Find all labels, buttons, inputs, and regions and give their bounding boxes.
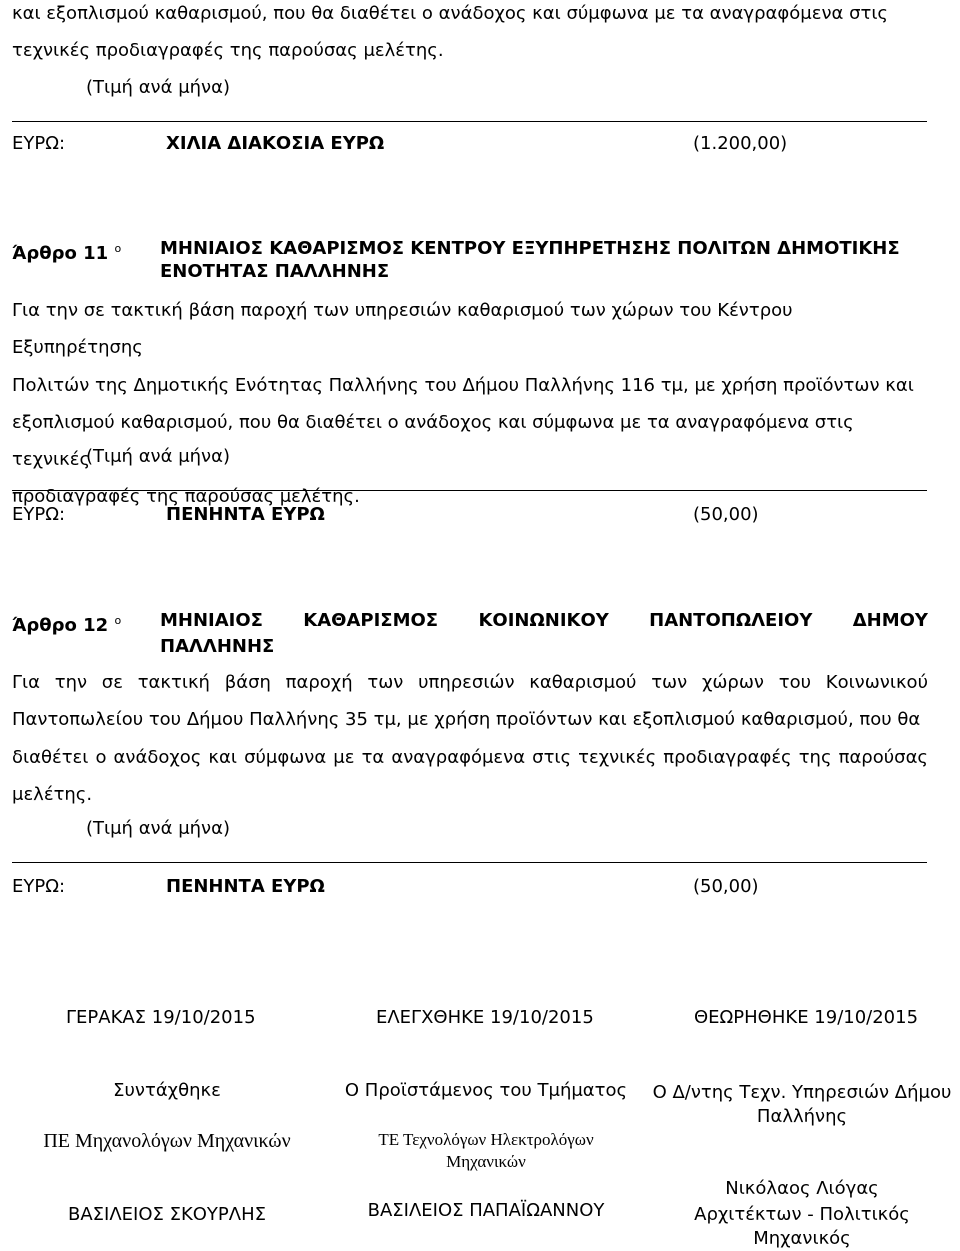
signature-2-name: ΒΑΣΙΛΕΙΟΣ ΠΑΠΑΪΩΑΝΝΟΥ [367,1200,605,1221]
signature-3-name: Νικόλαος Λιόγας [725,1178,879,1199]
signature-1-name: ΒΑΣΙΛΕΙΟΣ ΣΚΟΥΡΛΗΣ [67,1204,267,1225]
date-drafted: ΓΕΡΑΚΑΣ 19/10/2015 [66,1007,256,1028]
article-11-body-line: εξοπλισμού καθαρισμού, που θα διαθέτει ο ανάδοχος και σύμφωνα με τα αναγραφόμενα στις τεχνικές [12,411,854,471]
article-11-body-line: Για την σε τακτική βάση παροχή των υπηρεσιών καθαρισμού των χώρων του Κέντρου Εξυπηρέτησης [12,300,793,359]
article-11-price-note: (Τιμή ανά μήνα) [86,446,230,467]
article-12-title-word: ΜΗΝΙΑΙΟΣ [160,610,263,631]
intro-price-words: ΧΙΛΙΑ ΔΙΑΚΟΣΙΑ ΕΥΡΩ [166,133,385,154]
article-12-price-number: (50,00) [693,876,759,897]
article-12-number: Άρθρο 12 $^o$ [12,614,122,636]
article-12-title-word: ΠΑΝΤΟΠΩΛΕΙΟΥ [649,610,813,631]
article-11-price-number: (50,00) [693,504,759,525]
article-12-title-word: ΚΟΙΝΩΝΙΚΟΥ [478,610,609,631]
article-12-price-label: ΕΥΡΩ: [12,876,66,897]
article-12-body-line: Παντοπωλείου του Δήμου Παλλήνης 35 τμ, με χρήση προϊόντων και εξοπλισμού καθαρισμού, που θα [12,709,921,731]
article-12-title-word: ΚΑΘΑΡΙΣΜΟΣ [303,610,439,631]
article-11-title-line-2: ΕΝΟΤΗΤΑΣ ΠΑΛΛΗΝΗΣ [160,261,390,282]
article-11-body [12,292,928,516]
article-11-body-line: προδιαγραφές της παρούσας μελέτης. [12,486,360,508]
signature-3-role: Ο Δ/ντης Τεχν. Υπηρεσιών Δήμου Παλλήνης [652,1082,952,1127]
article-11-title-line-1: ΜΗΝΙΑΙΟΣ ΚΑΘΑΡΙΣΜΟΣ ΚΕΝΤΡΟΥ ΕΞΥΠΗΡΕΤΗΣΗΣ ΠΟΛΙΤΩΝ ΔΗΜΟΤΙΚΗΣ [160,238,900,259]
intro-price-note: (Τιμή ανά μήνα) [86,77,230,98]
article-12-title-line-1 [160,611,928,631]
article-12-title-line-2: ΠΑΛΛΗΝΗΣ [160,636,275,657]
intro-line-1: και εξοπλισμού καθαρισμού, που θα διαθέτει ο ανάδοχος και σύμφωνα με τα αναγραφόμενα στις [12,3,888,24]
divider [12,490,927,491]
signature-2-role: Ο Προϊστάμενος του Τμήματος [344,1080,628,1101]
divider [12,862,927,863]
date-approved: ΘΕΩΡΗΘΗΚΕ 19/10/2015 [694,1007,919,1028]
article-11-body-line: Πολιτών της Δημοτικής Ενότητας Παλλήνης του Δήμου Παλλήνης 116 τμ, με χρήση προϊόντων και [12,374,914,396]
article-12-price-words: ΠΕΝΗΝΤΑ ΕΥΡΩ [166,876,325,897]
article-12-body-line: Για την σε τακτική βάση παροχή των υπηρεσιών καθαρισμού των χώρων του Κοινωνικού [12,672,928,693]
signature-1-specialty: ΠΕ Μηχανολόγων Μηχανικών [43,1130,291,1152]
article-12-price-note: (Τιμή ανά μήνα) [86,818,230,839]
article-12-body-line: μελέτης. [12,783,93,805]
article-11-price-label: ΕΥΡΩ: [12,504,66,525]
article-12-title-word: ΔΗΜΟΥ [852,610,928,631]
intro-price-number: (1.200,00) [693,133,788,154]
intro-price-label: ΕΥΡΩ: [12,133,66,154]
article-12-body [12,664,928,813]
intro-line-2: τεχνικές προδιαγραφές της παρούσας μελέτης. [12,40,444,61]
signature-1-role: Συντάχθηκε [113,1080,221,1101]
date-checked: ΕΛΕΓΧΘΗΚΕ 19/10/2015 [376,1007,594,1028]
signature-2-specialty: ΤΕ Τεχνολόγων Ηλεκτρολόγων Μηχανικών [378,1130,594,1171]
divider [12,121,927,122]
signature-3-specialty: Αρχιτέκτων - Πολιτικός Μηχανικός [694,1204,910,1249]
article-12-body-line: διαθέτει ο ανάδοχος και σύμφωνα με τα αναγραφόμενα στις τεχνικές προδιαγραφές της παρούσας [12,746,928,768]
article-11-price-words: ΠΕΝΗΝΤΑ ΕΥΡΩ [166,504,325,525]
article-11-number: Άρθρο 11 $^o$ [12,242,122,264]
